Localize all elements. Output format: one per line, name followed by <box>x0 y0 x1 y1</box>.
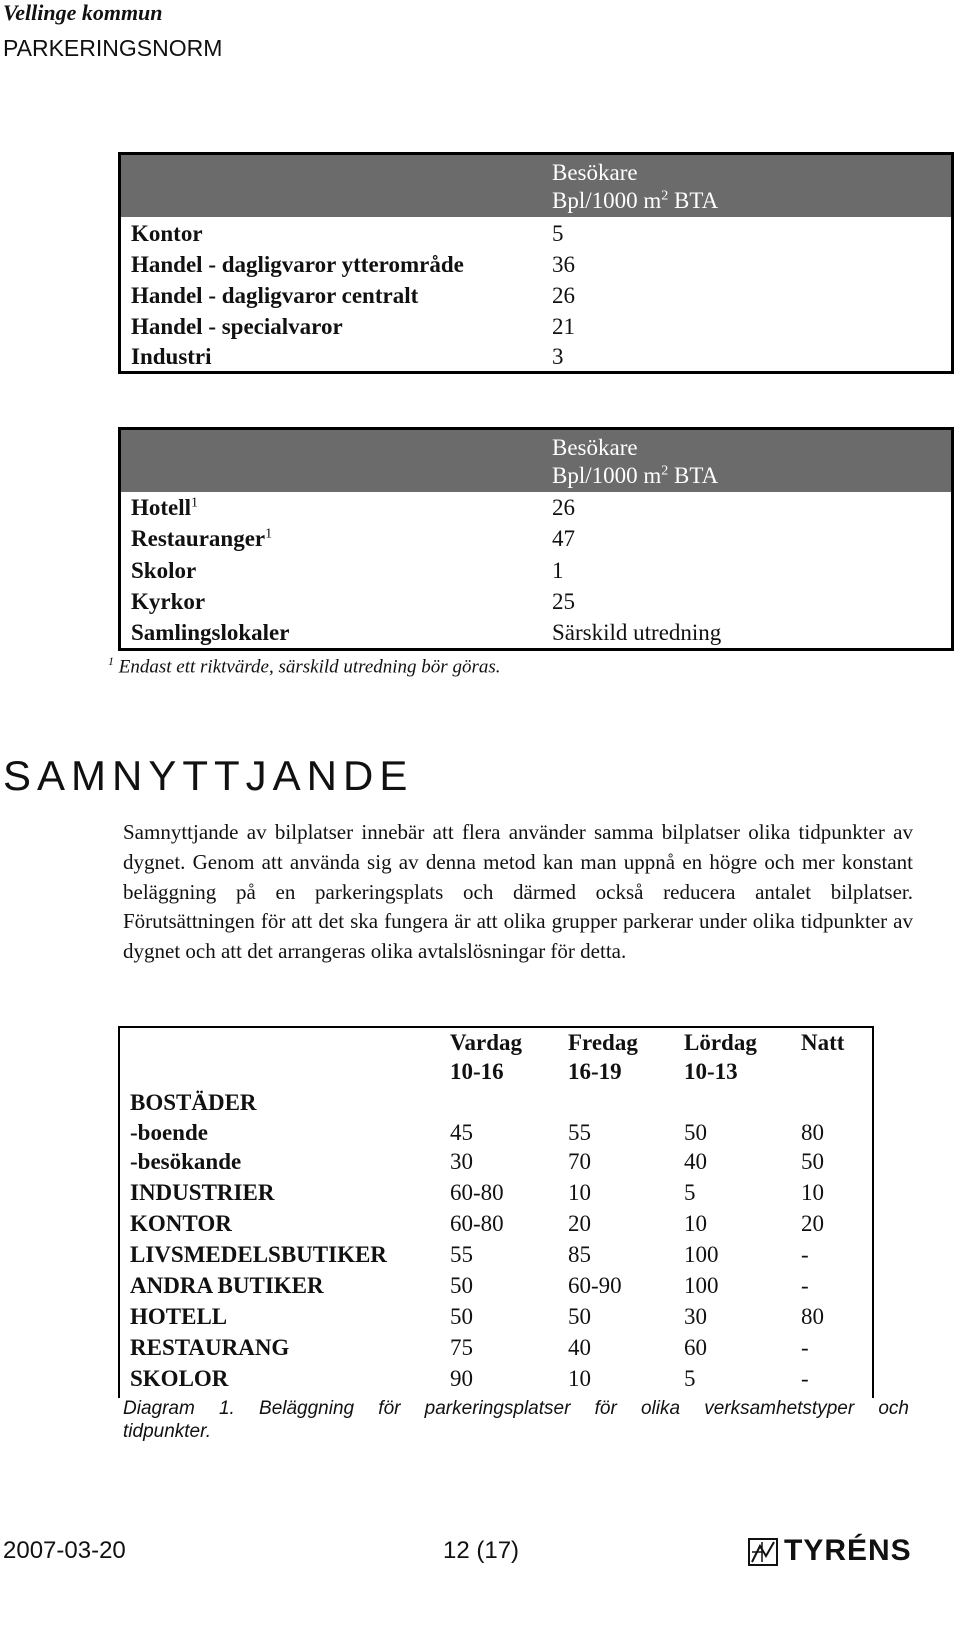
column-header-line2: Bpl/1000 $m^2$ BTA <box>552 188 719 213</box>
tyrens-logo-icon <box>748 1538 778 1566</box>
column-header: Natt <box>801 1030 845 1055</box>
occupancy-table: Vardag 10-16 Fredag 16-19 Lördag 10-13 Natt BOSTÄDER -boende 45 55 50 80 -besökande 30 70 40 50 INDUSTRIER 60-80 10 5 10 KONTOR 60-80 20 10 20 LIVSMEDELSBUTIKER 55 85 100 - ANDRA BUTIKER 50 60-90 100 - HOTELL 50 50 30 80 RESTAURANG 75 40 60 - SKOLOR 90 10 5 - <box>118 1026 874 1398</box>
organization-name: Vellinge kommun <box>3 0 163 25</box>
footnote: $^1$ Endast ett riktvärde, särskild utredning bör göras. <box>108 654 501 678</box>
diagram-caption: Diagram 1. Beläggning för parkeringsplatser för olika verksamhetstyper och <box>123 1398 909 1419</box>
column-header: Vardag 10-16 <box>450 1030 522 1084</box>
section-paragraph: Samnyttjande av bilplatser innebär att flera använder samma bilplatser olika tidpunkter av dygnet. Genom att använda sig av denna metod kan man uppnå en högre och mer konstant beläggning på en parkeringsplats och därmed också reducera antalet bilplatser. Förutsättningen för att det ska fungera är att olika grupper parkerar under olika tidpunkter av dygnet och att det arrangeras olika avtalslösningar för detta. <box>123 820 913 964</box>
footer-date: 2007-03-20 <box>3 1537 126 1564</box>
footer-page-number: 12 (17) <box>443 1537 520 1564</box>
column-header: Lördag 10-13 <box>684 1030 757 1084</box>
table-header <box>121 155 951 217</box>
visitor-parking-table-2: Besökare Bpl/1000 $m^2$ BTA Hotell$^1$ 26 Restauranger$^1$ 47 Skolor 1 Kyrkor 25 Samlingslokaler Särskild utredning <box>118 427 954 651</box>
column-header-line1: Besökare <box>552 435 638 460</box>
document-title: PARKERINGSNORM <box>3 35 223 61</box>
table-header <box>121 430 951 492</box>
logo-text: TYRÉNS <box>784 1534 912 1567</box>
column-header-line2: Bpl/1000 $m^2$ BTA <box>552 463 719 488</box>
visitor-parking-table-1: Besökare Bpl/1000 $m^2$ BTA Kontor 5 Handel - dagligvaror ytterområde 36 Handel - dagligvaror centralt 26 Handel - specialvaror 21 Industri 3 <box>118 152 954 374</box>
column-header-line1: Besökare <box>552 160 638 185</box>
tyrens-logo <box>748 1534 912 1570</box>
column-header: Fredag 16-19 <box>568 1030 638 1084</box>
diagram-caption-continued: tidpunkter. <box>123 1421 212 1442</box>
section-heading: SAMNYTTJANDE <box>3 752 414 799</box>
